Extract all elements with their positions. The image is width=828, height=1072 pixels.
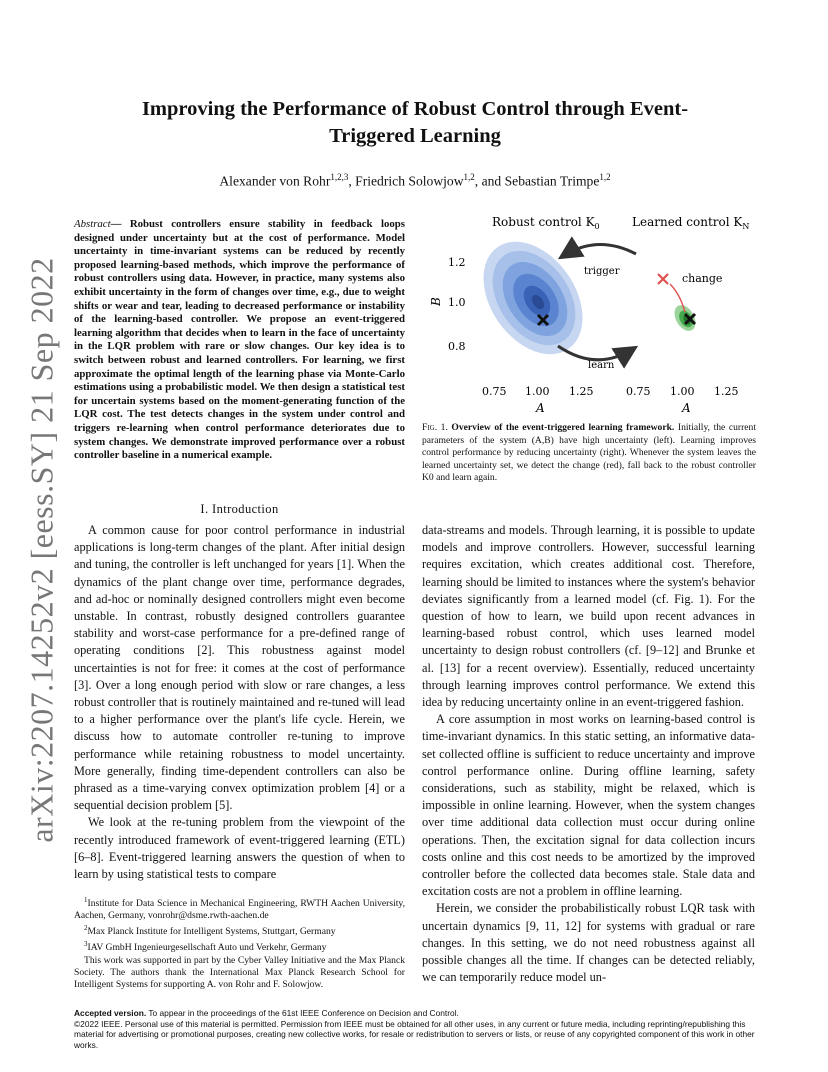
figure-caption [422, 422, 756, 485]
figure-1 [418, 204, 758, 416]
x-axis-label-left: A [536, 401, 545, 415]
author-1: Alexander von Rohr [219, 173, 331, 189]
author-list: Alexander von Rohr$^{1,2,3}$, Friedrich Solowjow$^{1,2}$, and Sebastian Trimpe$^{1,2}$ [219, 172, 611, 189]
x-tick: 0.75 [482, 385, 507, 398]
arxiv-id: arXiv:2207.14252v2 [eess.SY] 21 Sep 2022 [23, 257, 60, 843]
right-panel-title: Learned control $K_N$ [632, 215, 750, 231]
footnote: $^1$Institute for Data Science in Mechanical Engineering, RWTH Aachen University, Aachen, Germany, vonrohr@dsme.rwth-aachen.de [74, 896, 405, 922]
learned-uncertainty-density [670, 301, 700, 334]
arxiv-sidebar [22, 200, 62, 900]
footnote: $^3$IAV GmbH Ingenieurgesellschaft Auto und Verkehr, Germany [84, 940, 327, 954]
paragraph: A core assumption in most works on learning-based control is time-invariant dynamics. In this static setting, an informative data-set collected offline is sufficient to reduce uncertainty and improve control performance online. During offline learning, safety considerations, such as stability, might be relaxed, which is impossible in online learning. However, when the system changes over time additional data collection must occur during online operations. Then, the excitation signal for data collection incurs costs online and this cost needs to be amortized by the improved controller before the collected data becomes stale. Stale data and excitation costs are not a problem in offline learning. [422, 712, 755, 899]
abstract-label: Abstract [74, 218, 111, 230]
caption-title: Overview of the event-triggered learning framework. [451, 422, 675, 433]
section-heading-introduction: I. Introduction [200, 502, 279, 516]
left-panel-title: Robust control $K_0$ [492, 215, 600, 231]
author-2-affil: 1,2 [463, 172, 475, 182]
x-tick: 1.00 [670, 385, 695, 398]
left-column [74, 522, 405, 883]
author-1-affil: 1,2,3 [330, 172, 349, 182]
accepted-label: Accepted version. [74, 1008, 147, 1018]
x-tick: 0.75 [626, 385, 651, 398]
accepted-version-notice [74, 1008, 764, 1050]
paragraph: Herein, we consider the probabilistically robust LQR task with uncertain dynamics [9, 11, 12] for systems with gradual or rare changes. In this setting, we do not need robustness against all possible changes all the time. If changes can be detected reliably, we can temporarily reduce model un- [422, 901, 755, 985]
y-tick: 0.8 [448, 340, 466, 353]
figure-svg [418, 204, 758, 416]
author-3: and Sebastian Trimpe [481, 173, 600, 189]
paragraph: data-streams and models. Through learning, it is possible to update models and improve controllers. However, successful learning requires excitation, which creates additional cost. Therefore, learning should be limited to instances where the system's behavior deviates significantly from a learned model (cf. Fig. 1). For the question of how to learn, we build upon recent advances in learning-based robust control, which uses learned model uncertainty to design robust controllers (cf. [9–12] and Brunke et al. [13] for a recent overview). Essentially, reduced uncertainty through learning improves control performance. We extend this idea by reducing uncertainty online in an event-triggered fashion. [422, 523, 755, 710]
caption-text: Initially, the current parameters of the system (A,B) have high uncertainty (left). Learning improves control performance by reducing uncertainty (right). Whenever the system leaves the learned uncertainty set, we detect the change (red), fall back to the robust controller K0 and learn again. [422, 422, 756, 484]
footnote: This work was supported in part by the Cyber Valley Initiative and the Max Planck Society. The authors thank the International Max Planck Research School for Intelligent Systems for supporting A. von Rohr and F. Solowjow. [74, 954, 405, 990]
y-tick: 1.0 [448, 296, 466, 309]
paragraph: A common cause for poor control performance in industrial applications is long-term changes of the plant. After initial design and tuning, the controller is left unchanged for years [1]. When the dynamics of the plant change over time, performance degrades, and ad-hoc or nominally designed controllers might even become unstable. In contrast, robustly designed controllers guarantee stability and worst-case performance for a pre-defined range of operating conditions [2]. This robustness against model uncertainties is not for free: it comes at the cost of performance [3]. Over a long enough period with slow or rare changes, a less robust controller that is routinely maintained and re-tuned will lead to a higher performance over the plant's life cycle. Herein, we discuss how to automate controller re-tuning to improve performance while retaining robustness to model uncertainty. More generally, finding time-dependent controllers can also be phrased as a time-varying convex optimization problem [4] or a sequential decision problem [5]. [74, 523, 405, 813]
footnote: $^2$Max Planck Institute for Intelligent Systems, Stuttgart, Germany [84, 924, 336, 938]
learn-label: learn [588, 360, 615, 371]
paragraph: We look at the re-tuning problem from the viewpoint of the recently introduced framework of event-triggered learning (ETL) [6–8]. Event-triggered learning answers the question of when to learn by using statistical tests to compare [74, 815, 405, 882]
footnotes [74, 894, 405, 991]
accepted-text: To appear in the proceedings of the 61st IEEE Conference on Decision and Control. [148, 1008, 459, 1018]
paper-title: Improving the Performance of Robust Control through Event-Triggered Learning [141, 98, 689, 147]
author-3-affil: 1,2 [599, 172, 611, 182]
x-tick: 1.25 [569, 385, 594, 398]
robust-uncertainty-density [463, 223, 603, 373]
change-label: change [682, 272, 723, 285]
trigger-label: trigger [584, 266, 620, 277]
author-2: Friedrich Solowjow [355, 173, 464, 189]
right-column [422, 522, 755, 986]
x-tick: 1.25 [714, 385, 739, 398]
caption-label: Fig. 1. [422, 422, 448, 433]
x-tick: 1.00 [525, 385, 550, 398]
x-axis-label-right: A [682, 401, 691, 415]
trigger-arrow [563, 244, 636, 256]
abstract: Abstract— Robust controllers ensure stability in feedback loops designed under uncertainty but at the cost of performance. Model uncertainty in time-invariant systems can be reduced by recently proposed learning-based methods, which improve the performance of robust controllers using data. However, in practice, many systems also exhibit uncertainty in the form of changes over time, e.g., due to weight shifts or wear and tear, leading to decreased performance or instability of the learning-based controller. We propose an event-triggered learning algorithm that decides when to learn in the face of uncertainty in the LQR problem with rare or slow changes. Our key idea is to switch between robust and learned controllers. For learning, we first approximate the optimal length of the learning phase via Monte-Carlo estimations using a probabilistic model. We then design a statistical test for uncertain systems based on the moment-generating function of the LQR cost. The test detects changes in the system under control and triggers re-learning when control performance deteriorates due to system changes. We demonstrate improved performance over a robust controller baseline in a numerical example. [74, 218, 405, 462]
abstract-text: Robust controllers ensure stability in feedback loops designed under uncertainty but at the cost of performance. Model uncertainty in time-invariant systems can be reduced by recently proposed learning-based methods, which improve the performance of robust controllers using data. However, in practice, many systems also exhibit uncertainty in the form of changes over time, e.g., due to weight shifts or wear and tear, leading to decreased performance or instability of the learning-based controller. We propose an event-triggered learning algorithm that decides when to learn in the face of uncertainty in the LQR problem with rare or slow changes. Our key idea is to switch between robust and learned controllers. For learning, we first approximate the optimal length of the learning phase via Monte-Carlo estimations using a probabilistic model. We then design a statistical test for uncertain systems based on the moment-generating function of the LQR cost. The test detects changes in the system under control and triggers re-learning when control performance deteriorates due to system changes. We demonstrate improved performance over a robust controller baseline in a numerical example. [74, 218, 405, 462]
change-marker [658, 274, 668, 284]
copyright-notice: ©2022 IEEE. Personal use of this material is permitted. Permission from IEEE must be obtained for all other uses, in any current or future media, including reprinting/republishing this material for advertising or promotional purposes, creating new collective works, for resale or redistribution to servers or lists, or reuse of any copyrighted component of this work in other works. [74, 1018, 755, 1050]
y-tick: 1.2 [448, 256, 466, 269]
y-axis-label: B [429, 297, 443, 306]
